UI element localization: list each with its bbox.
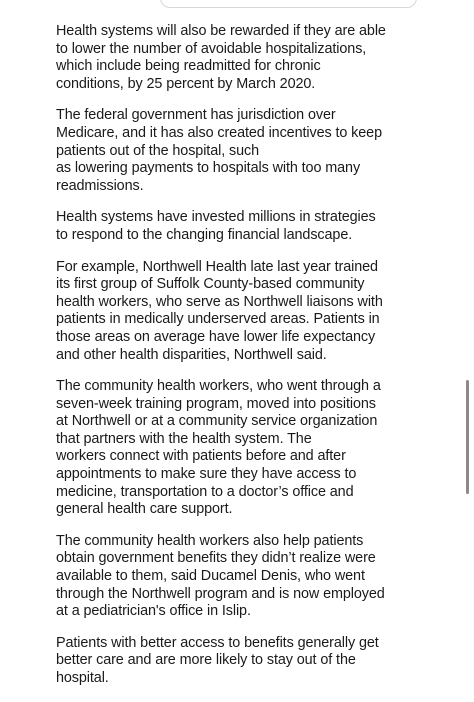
- paragraph: [56, 378, 424, 519]
- text-line: through the Northwell program and is now employed: [56, 585, 385, 602]
- text-line: at Northwell or at a community service organization: [56, 413, 378, 430]
- text-line: The community health workers also help patients: [56, 532, 364, 549]
- paragraph: [56, 259, 424, 365]
- text-line: that partners with the health system. The: [56, 430, 312, 447]
- text-line: its first group of Suffolk County-based community: [56, 276, 365, 293]
- text-line: Medicare, and it has also created incentives to keep: [56, 124, 382, 141]
- text-line: appointments to make sure they have access to: [56, 466, 357, 483]
- text-line: available to them, said Ducamel Denis, who went: [56, 568, 365, 585]
- text-line: medicine, transportation to a doctor’s office and: [56, 483, 354, 500]
- text-line: Health systems will also be rewarded if they are able: [56, 23, 386, 39]
- text-line: The community health workers, who went through a: [56, 378, 381, 395]
- text-line: patients out of the hospital, such: [56, 142, 260, 159]
- text-line: workers connect with patients before and after: [56, 448, 346, 465]
- paragraph: [56, 23, 424, 93]
- text-line: those areas on average have lower life expectancy: [56, 328, 376, 345]
- text-line: to lower the number of avoidable hospitalizations,: [56, 40, 367, 57]
- text-line: readmissions.: [56, 177, 144, 194]
- top-toolbar-edge: [160, 0, 417, 8]
- paragraph: [56, 635, 424, 688]
- text-line: For example, Northwell Health late last year trained: [56, 258, 378, 275]
- text-line: patients in medically underserved areas. Patients in: [56, 311, 380, 328]
- text-line: conditions, by 25 percent by March 2020.: [56, 75, 316, 92]
- paragraph: [56, 209, 424, 244]
- text-line: health workers, who serve as Northwell liaisons with: [56, 293, 383, 310]
- text-line: Health systems have invested millions in strategies: [56, 209, 376, 226]
- text-line: general health care support.: [56, 501, 233, 518]
- text-line: and other health disparities, Northwell said.: [56, 346, 327, 363]
- text-line: which include being readmitted for chronic: [56, 58, 321, 75]
- text-line: Patients with better access to benefits generally get: [56, 634, 379, 651]
- paragraph: [56, 533, 424, 621]
- text-line: The federal government has jurisdiction over: [56, 107, 336, 124]
- text-line: hospital.: [56, 670, 109, 686]
- text-line: at a pediatrician's office in Islip.: [56, 603, 251, 620]
- text-line: better care and are more likely to stay out of the: [56, 652, 356, 669]
- text-line: seven-week training program, moved into positions: [56, 395, 376, 412]
- text-line: obtain government benefits they didn’t realize were: [56, 550, 376, 567]
- text-line: as lowering payments to hospitals with too many: [56, 160, 361, 177]
- paragraph: [56, 107, 424, 195]
- article-body: [56, 23, 424, 702]
- scrollbar-thumb[interactable]: [466, 380, 469, 494]
- text-line: to respond to the changing financial landscape.: [56, 226, 353, 243]
